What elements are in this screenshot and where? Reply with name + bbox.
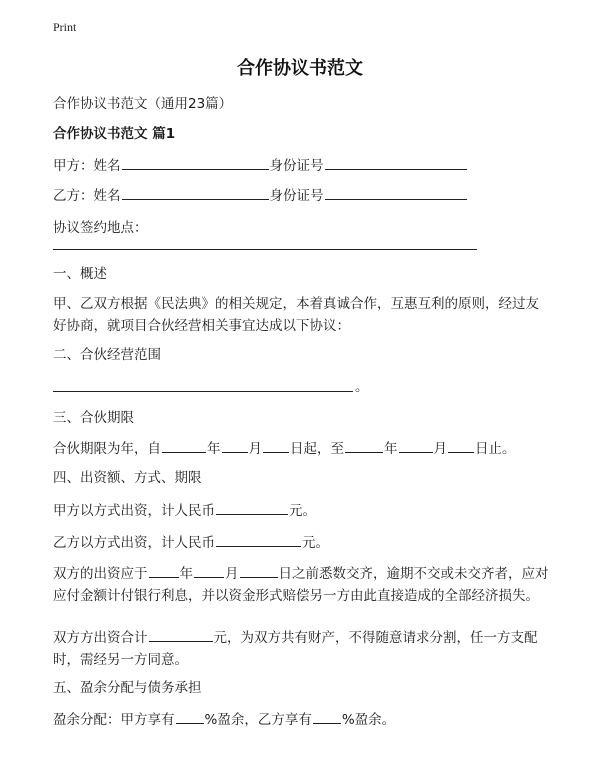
term-until: 日止。 (475, 441, 516, 457)
party-b-contribution-label: 乙方以方式出资，计人民币 (53, 535, 215, 551)
party-a-id-label: 身份证号 (269, 158, 324, 174)
deadline-year: 年 (179, 566, 193, 582)
document-title: 合作协议书范文 (237, 58, 363, 79)
profit-a-blank (176, 709, 204, 724)
party-a-id-blank (325, 155, 467, 170)
profit-share-row (53, 709, 553, 731)
profit-a-label: 盈余分配：甲方享有 (53, 712, 175, 728)
deadline-terms: 日之前悉数交齐，逾期不交或未交齐者，应对应付金额计付银行利息，并以资金形式赔偿另一方由此直接造成的全部经济损失。 (53, 566, 549, 604)
term-from: 日起，至 (290, 441, 344, 457)
profit-b-label: %盈余，乙方享有 (204, 712, 312, 728)
profit-end: %盈余。 (341, 712, 396, 728)
article-heading: 合作协议书范文 篇1 (53, 126, 176, 142)
deadline-day-blank (240, 563, 278, 578)
total-prefix: 双方方出资合计 (53, 630, 148, 646)
term-month-2: 月 (433, 441, 447, 457)
deadline-month: 月 (225, 566, 239, 582)
section2-heading: 二、合伙经营范围 (53, 347, 161, 363)
profit-b-blank (313, 709, 341, 724)
section5-heading: 五、盈余分配与债务承担 (53, 680, 202, 696)
party-b-row (53, 185, 553, 207)
section3-heading: 三、合伙期限 (53, 410, 134, 426)
term-start-month-blank (222, 438, 248, 453)
term-year-2: 年 (384, 441, 398, 457)
document-subtitle: 合作协议书范文（通用23篇） (53, 96, 233, 112)
party-a-yuan: 元。 (289, 503, 316, 519)
total-terms: 元，为双方共有财产，不得随意请求分割，任一方支配时，需经另一方同意。 (53, 630, 538, 668)
term-row (53, 438, 553, 460)
party-b-amount-blank (216, 532, 301, 547)
total-contribution (53, 627, 551, 671)
total-amount-blank (149, 627, 213, 642)
term-start-day-blank (263, 438, 289, 453)
term-end-month-blank (399, 438, 433, 453)
section4-heading: 四、出资额、方式、期限 (53, 470, 202, 486)
contribution-deadline (53, 563, 551, 607)
section1-body: 甲、乙双方根据《民法典》的相关规定，本着真诚合作，互惠互利的原则，经过友好协商，就项目合伙经营相关事宜达成以下协议： (53, 296, 539, 334)
party-b-contribution (53, 532, 553, 554)
party-a-name-blank (122, 155, 269, 170)
deadline-month-blank (194, 563, 224, 578)
party-b-yuan: 元。 (302, 535, 329, 551)
term-end-day-blank (448, 438, 474, 453)
sign-place-blank (53, 249, 477, 250)
print-link[interactable]: Print (53, 20, 77, 34)
section1-heading: 一、概述 (53, 266, 107, 282)
party-a-contribution-label: 甲方以方式出资，计人民币 (53, 503, 215, 519)
party-a-contribution (53, 500, 553, 522)
term-year-1: 年 (207, 441, 221, 457)
party-b-id-label: 身份证号 (269, 188, 324, 204)
deadline-year-blank (149, 563, 179, 578)
party-b-id-blank (325, 185, 467, 200)
term-prefix: 合伙期限为年，自 (53, 441, 161, 457)
sign-place-label: 协议签约地点： (53, 220, 148, 236)
scope-blank (53, 391, 353, 392)
term-start-year-blank (162, 438, 206, 453)
party-a-row (53, 155, 553, 177)
term-month-1: 月 (248, 441, 262, 457)
term-end-year-blank (345, 438, 383, 453)
deadline-prefix: 双方的出资应于 (53, 566, 148, 582)
party-b-name-blank (122, 185, 269, 200)
party-a-amount-blank (216, 500, 288, 515)
party-a-name-label: 甲方：姓名 (53, 158, 121, 174)
scope-end-mark: 。 (355, 379, 369, 395)
party-b-name-label: 乙方：姓名 (53, 188, 121, 204)
